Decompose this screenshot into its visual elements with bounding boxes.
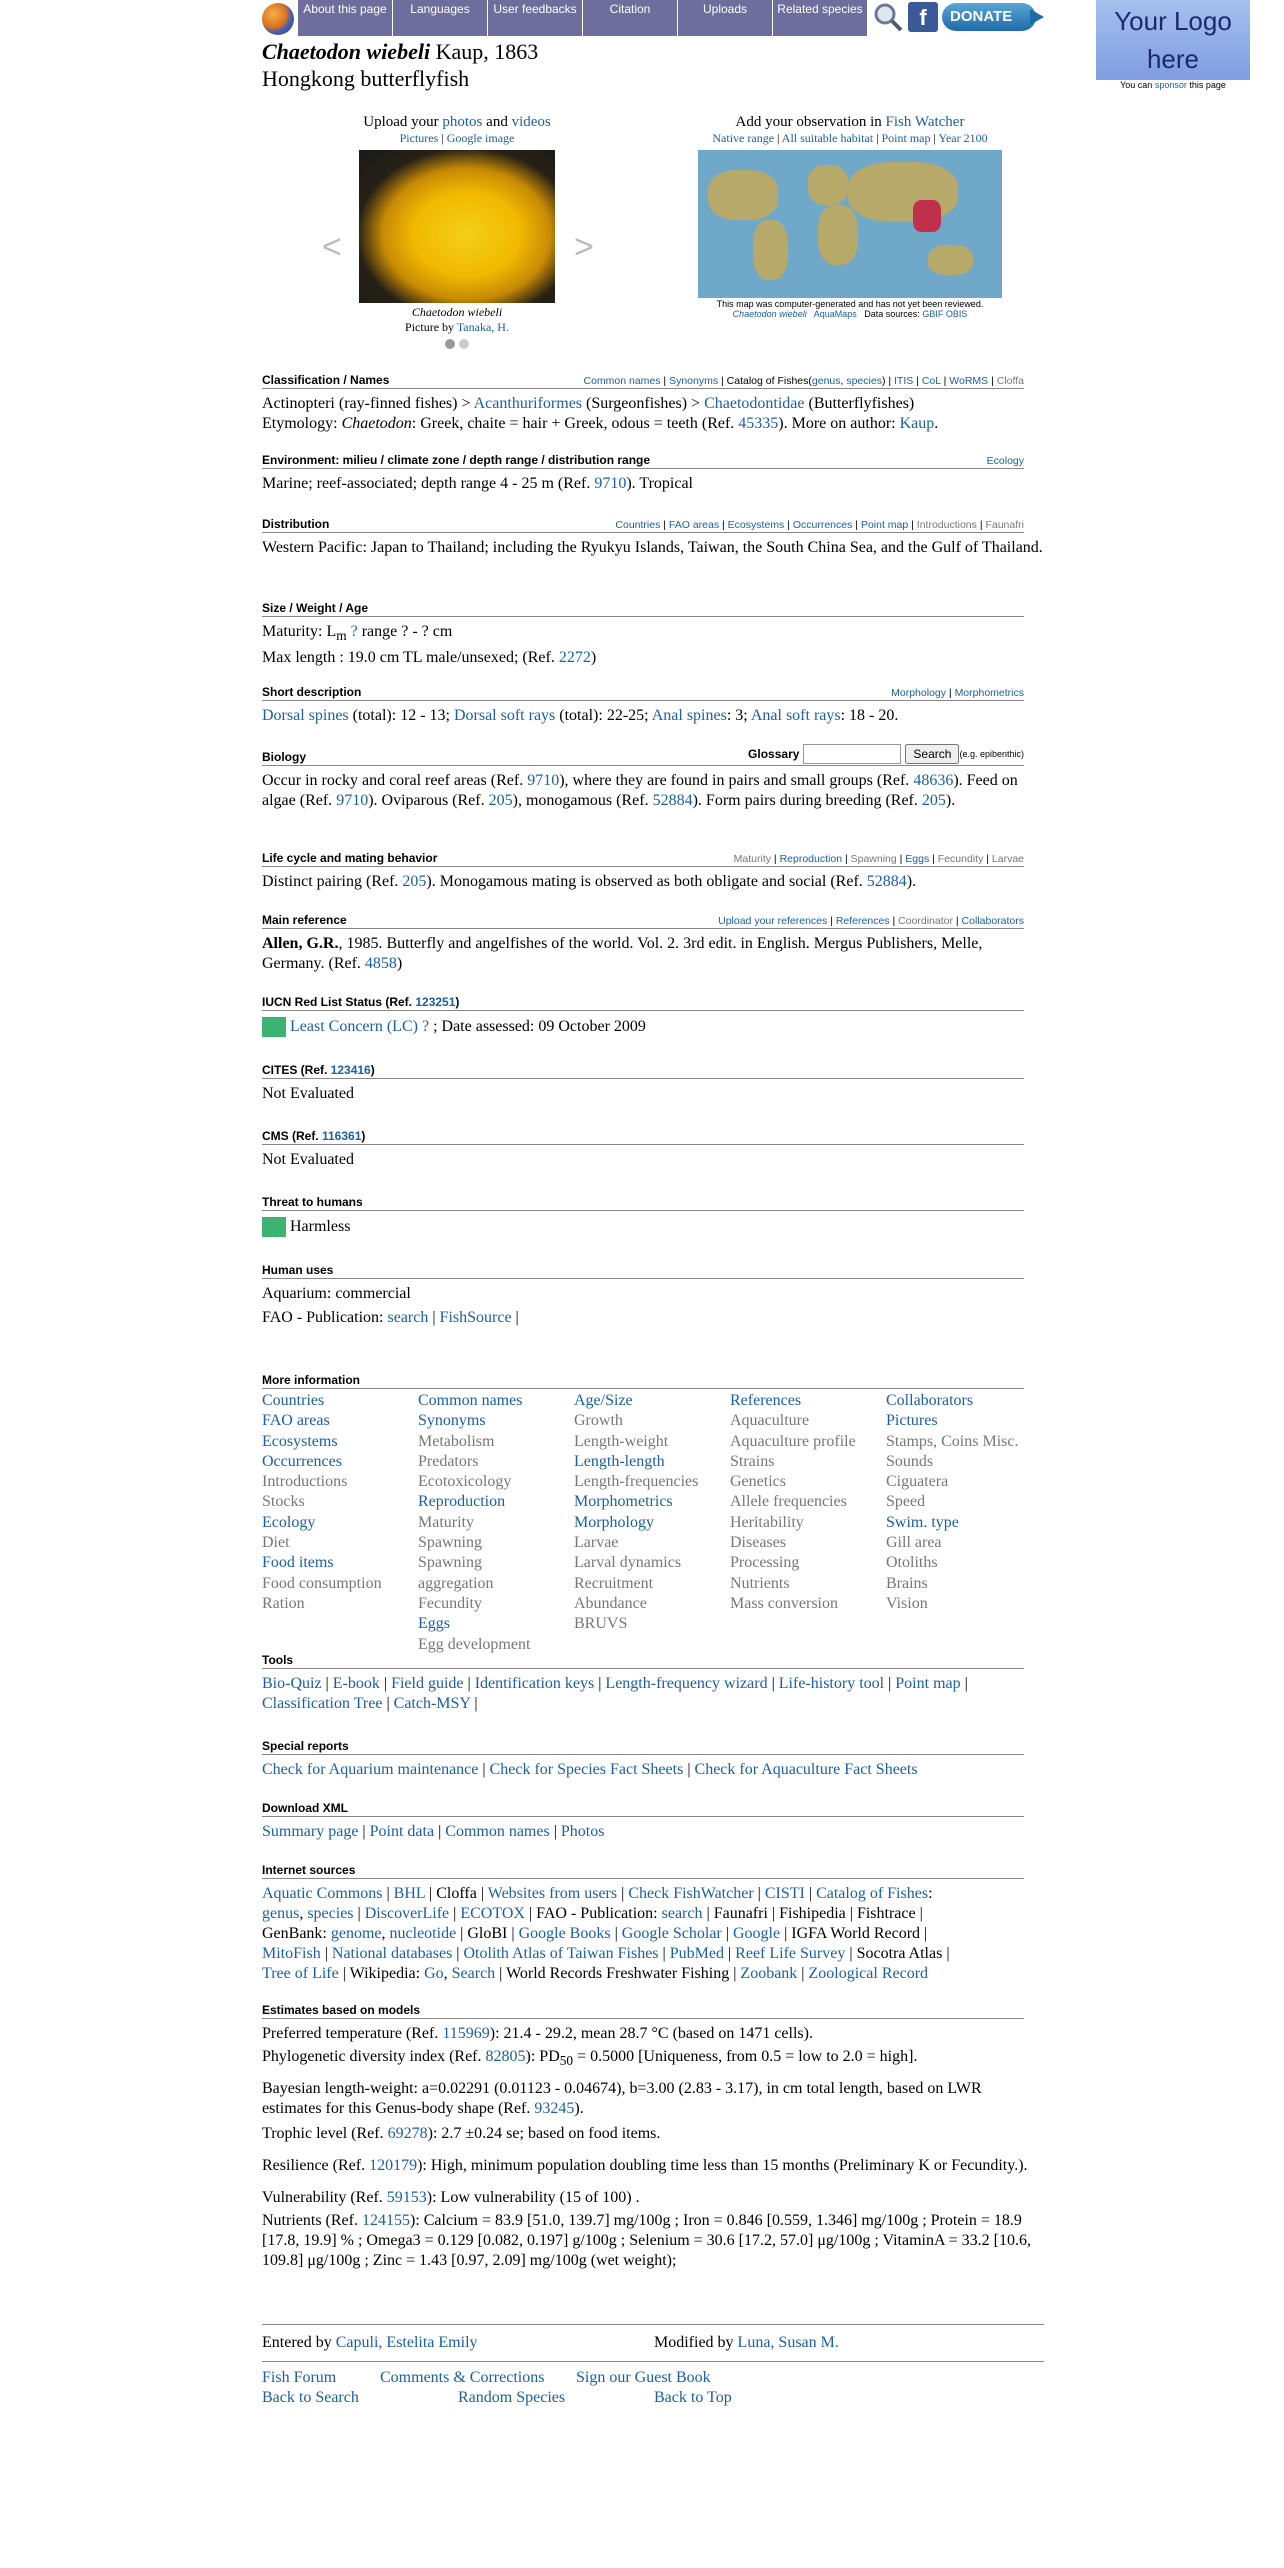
- more-info-link[interactable]: Countries: [262, 1392, 325, 1409]
- more-info-link: Spawning: [418, 1534, 482, 1552]
- more-information-section: More information Countries FAO areas Ecosystems Occurrences Introductions Stocks Ecology Diet Food items Food consumption Ration Common names Synonyms Metabolism Predators Ecotoxicology Reproduction Maturity Spawning Spawning aggregation Fecundity Eggs Egg development Age/Size Growth Length-weight Length-length Length-frequencies Morphometrics Morphology Larvae Larval dynamics Recruitment Abundance BRUVS References Aquaculture Aquaculture profile Strains Genetics Allele frequencies Heritability Diseases Processing Nutrients Mass conversion Collaborators Pictures Stamps, Coins Misc. Sounds Ciguatera Speed Swim. type Gill area Otoliths Brains Vision: [262, 1372, 1024, 1655]
- fishbase-globe-icon[interactable]: [262, 3, 294, 35]
- internet-source-link[interactable]: Google Books: [518, 1925, 611, 1942]
- ref-link[interactable]: 120179: [369, 2157, 418, 2175]
- internet-source-link[interactable]: DiscoverLife: [364, 1905, 450, 1922]
- morphology-link[interactable]: Morphology: [891, 687, 946, 699]
- xml-link[interactable]: Common names: [445, 1823, 550, 1840]
- ecosystems-link[interactable]: Ecosystems: [727, 519, 785, 531]
- threat-section: Threat to humans Harmless: [262, 1194, 1024, 1237]
- tool-link[interactable]: E-book: [332, 1675, 380, 1692]
- internet-source-link[interactable]: Zoological Record: [808, 1965, 929, 1982]
- short-description-section: Short description Morphology | Morphometrics Dorsal spines (total): 12 - 13; Dorsal soft rays (total): 22-25; Anal spines: 3; Anal soft rays: 18 - 20.: [262, 685, 1024, 724]
- more-info-link: Metabolism: [418, 1432, 495, 1450]
- more-info-link: Stamps, Coins Misc.: [886, 1432, 1019, 1450]
- more-info-link[interactable]: Morphometrics: [574, 1493, 673, 1511]
- photo-caption: Chaetodon wiebeli: [411, 305, 503, 319]
- sponsor-link[interactable]: sponsor: [1154, 80, 1187, 90]
- more-info-link: Egg development: [418, 1635, 531, 1653]
- tool-link[interactable]: Point map: [895, 1675, 961, 1692]
- anal-spines-link[interactable]: Anal spines: [651, 707, 727, 724]
- sponsor-note: You can sponsor this page: [1120, 80, 1226, 90]
- xml-link[interactable]: Photos: [560, 1823, 605, 1840]
- main-reference-section: Main reference Upload your references | References | Coordinator | Collaborators Allen, G.R., 1985. Butterfly and angelfishes of the world. Vol. 2. 3rd edit. in English. Mergus Publishers, Melle, Germany. (Ref. 4858): [262, 913, 1024, 972]
- more-info-link[interactable]: Age/Size: [574, 1392, 633, 1409]
- ref-link[interactable]: 69278: [387, 2125, 428, 2143]
- more-info-link: Fecundity: [418, 1594, 482, 1612]
- life-cycle-section: Life cycle and mating behavior Maturity | Reproduction | Spawning | Eggs | Fecundity | Larvae Distinct pairing (Ref. 205). Monogamous mating is observed as both obligate and social (Ref. 52884).: [262, 851, 1024, 890]
- more-information-grid: [262, 1391, 1024, 1655]
- distribution-text: Western Pacific: Japan to Thailand; including the Ryukyu Islands, Taiwan, the South China Sea, and the Gulf of Thailand.: [262, 539, 1043, 556]
- map-panel: Add your observation in Fish Watcher Native range | All suitable habitat | Point map | Year 2100 This map was computer-generated and has not yet been reviewed. Chaetodon wiebeli AquaMaps Data sources: GBIF OBIS: [660, 114, 1040, 319]
- references-link[interactable]: References: [835, 915, 890, 927]
- internet-source-text: |: [797, 1965, 809, 1982]
- iucn-status-link[interactable]: Least Concern (LC): [290, 1018, 418, 1035]
- more-info-link: Diet: [262, 1534, 290, 1552]
- internet-source-text: GenBank:: [262, 1925, 331, 1942]
- more-info-link: BRUVS: [574, 1615, 628, 1633]
- ref-link[interactable]: 116361: [322, 1129, 362, 1143]
- more-info-link[interactable]: Ecosystems: [262, 1432, 338, 1450]
- scientific-name: Chaetodon wiebeli: [262, 39, 431, 64]
- status-color-swatch: [262, 1217, 286, 1237]
- ref-link[interactable]: 9710: [594, 475, 627, 492]
- tool-link[interactable]: Bio-Quiz: [262, 1675, 322, 1692]
- environment-section: Environment: milieu / climate zone / depth range / distribution range Ecology Marine; reef-associated; depth range 4 - 25 m (Ref. 9710). Tropical: [262, 453, 1024, 492]
- ref-link[interactable]: 52884: [866, 873, 907, 890]
- tool-link[interactable]: Field guide: [391, 1675, 464, 1692]
- entered-by-link[interactable]: Capuli, Estelita Emily: [335, 2334, 478, 2351]
- internet-source-text: |: [721, 1925, 733, 1942]
- internet-source-link[interactable]: MitoFish: [262, 1945, 321, 1962]
- tool-link[interactable]: Length-frequency wizard: [605, 1675, 768, 1692]
- internet-source-text: |: [452, 1945, 464, 1962]
- internet-source-link[interactable]: PubMed: [669, 1945, 724, 1962]
- tool-link[interactable]: Catch-MSY: [393, 1695, 471, 1712]
- internet-source-text: |: [610, 1925, 622, 1942]
- fao-search-link[interactable]: search: [387, 1309, 429, 1326]
- catalog-genus-link[interactable]: genus: [811, 375, 841, 387]
- more-info-link[interactable]: Swim. type: [886, 1513, 959, 1531]
- more-info-link: Spawning: [418, 1554, 482, 1572]
- report-link[interactable]: Check for Species Fact Sheets: [489, 1761, 684, 1778]
- size-section: Size / Weight / Age Maturity: $L_m$ ? range ? - ? cm Max length : 19.0 cm TL male/unsexed; (Ref. 2272): [262, 600, 1024, 668]
- eggs-link[interactable]: Eggs: [905, 853, 930, 865]
- nav-user-feedbacks[interactable]: User feedbacks: [488, 0, 582, 36]
- nav-citation[interactable]: Citation: [583, 0, 677, 36]
- more-info-column: [262, 1391, 418, 1655]
- more-info-link[interactable]: Pictures: [886, 1412, 938, 1430]
- more-info-link[interactable]: Occurrences: [262, 1452, 342, 1470]
- ref-link[interactable]: 52884: [652, 792, 693, 809]
- internet-source-text: |: [804, 1885, 817, 1902]
- classification-section: Classification / Names Common names | Synonyms | Catalog of Fishes(genus, species) | ITIS | CoL | WoRMS | Cloffa Actinopteri (ray-finned fishes) > Acanthuriformes (Surgeonfishes) > Chaetodontidae (Butterflyfishes) Etymology: Chaetodon: Greek, chaite = hair + Greek, odous = teeth (Ref. 45335). More on author: Kaup.: [262, 373, 1024, 432]
- more-info-link[interactable]: Collaborators: [886, 1392, 974, 1409]
- tool-link[interactable]: Identification keys: [474, 1675, 595, 1692]
- more-info-link: Brains: [886, 1574, 928, 1592]
- catalog-species-link[interactable]: species: [846, 375, 882, 387]
- more-info-link: Gill area: [886, 1534, 942, 1552]
- donate-button[interactable]: [942, 0, 1036, 34]
- internet-source-text: | Wikipedia:: [338, 1965, 425, 1982]
- internet-source-text: | GloBI |: [456, 1925, 519, 1942]
- report-link[interactable]: Check for Aquaculture Fact Sheets: [694, 1761, 918, 1778]
- more-info-link: Ration: [262, 1594, 305, 1612]
- all-suitable-habitat-link[interactable]: All suitable habitat: [781, 131, 874, 145]
- fishsource-link[interactable]: FishSource: [439, 1309, 512, 1326]
- tool-link[interactable]: Life-history tool: [778, 1675, 885, 1692]
- distribution-section: Distribution Countries | FAO areas | Ecosystems | Occurrences | Point map | Introductions | Faunafri Western Pacific: Japan to Thailand; including the Ryukyu Islands, Taiwan, the South China Sea, and the Gulf of Thailand.: [262, 517, 1043, 556]
- comments-link[interactable]: Comments & Corrections: [380, 2369, 545, 2386]
- more-info-link: Growth: [574, 1412, 623, 1430]
- ref-link[interactable]: 45335: [738, 415, 779, 432]
- more-info-link: Strains: [730, 1452, 775, 1470]
- more-info-link: Processing: [730, 1554, 800, 1572]
- random-species-link[interactable]: Random Species: [458, 2389, 566, 2406]
- ref-link[interactable]: 59153: [386, 2189, 427, 2207]
- status-color-swatch: [262, 1017, 286, 1037]
- sponsor-logo-placeholder[interactable]: Your Logo here: [1096, 0, 1250, 80]
- more-info-link: Sounds: [886, 1452, 934, 1470]
- donate-label: DONATE: [942, 3, 1036, 31]
- internet-source-text: | Cloffa |: [425, 1885, 488, 1902]
- internet-source-link[interactable]: Google Scholar: [621, 1925, 722, 1942]
- tool-link[interactable]: Classification Tree: [262, 1695, 383, 1712]
- internet-source-link[interactable]: BHL: [393, 1885, 426, 1902]
- more-info-link: Aquaculture profile: [730, 1432, 856, 1450]
- internet-source-link[interactable]: search: [661, 1905, 703, 1922]
- more-info-link: Length-weight: [574, 1432, 669, 1450]
- glossary-search-button[interactable]: Search: [905, 744, 959, 764]
- internet-source-link[interactable]: Websites from users: [487, 1885, 618, 1902]
- internet-source-text: :: [928, 1885, 933, 1902]
- more-info-column: [886, 1391, 1042, 1655]
- internet-source-text: |: [753, 1885, 765, 1902]
- search-icon[interactable]: [872, 0, 904, 34]
- iucn-section: IUCN Red List Status (Ref. 123251) Least Concern (LC) ? ; Date assessed: 09 October 2009: [262, 994, 1024, 1037]
- maturity-link[interactable]: ?: [350, 623, 358, 640]
- internet-source-link[interactable]: Search: [451, 1965, 496, 1982]
- internet-source-text: | Faunafri | Fishipedia | Fishtrace |: [702, 1905, 923, 1922]
- page-title: [262, 38, 538, 92]
- next-photo-arrow[interactable]: >: [574, 228, 594, 266]
- internet-source-link[interactable]: ECOTOX: [460, 1905, 525, 1922]
- more-info-link: Ciguatera: [886, 1473, 949, 1491]
- pictures-link[interactable]: Pictures: [399, 131, 439, 145]
- internet-source-link[interactable]: CISTI: [764, 1885, 805, 1902]
- more-info-link: Vision: [886, 1594, 928, 1612]
- carousel-dot[interactable]: [459, 339, 469, 349]
- more-info-link: Larval dynamics: [574, 1554, 682, 1572]
- internet-source-link[interactable]: Zoobank: [740, 1965, 798, 1982]
- upload-references-link[interactable]: Upload your references: [718, 915, 828, 927]
- family-link[interactable]: Chaetodontidae: [704, 395, 805, 412]
- xml-link[interactable]: Summary page: [262, 1823, 359, 1840]
- ref-link[interactable]: 82805: [485, 2048, 526, 2065]
- more-info-link[interactable]: Reproduction: [418, 1493, 506, 1511]
- collaborators-link[interactable]: Collaborators: [961, 915, 1024, 927]
- report-link[interactable]: Check for Aquarium maintenance: [262, 1761, 479, 1778]
- order-link[interactable]: Acanthuriformes: [473, 395, 583, 412]
- nav-about[interactable]: About this page: [298, 0, 392, 36]
- ref-link[interactable]: 2272: [558, 649, 591, 667]
- internet-source-link[interactable]: Google: [732, 1925, 781, 1942]
- more-info-link: Larvae: [574, 1534, 619, 1552]
- dorsal-spines-link[interactable]: Dorsal spines: [262, 707, 349, 724]
- footer: Entered by Capuli, Estelita Emily Modified by Luna, Susan M. Fish Forum Comments & Corrections Sign our Guest Book Back to Search Random Species Back to Top: [262, 2324, 1044, 2408]
- morphometrics-link[interactable]: Morphometrics: [954, 687, 1024, 699]
- internet-sources-section: Internet sources Aquatic Commons | BHL | Cloffa | Websites from users | Check FishWatcher | CISTI | Catalog of Fishes: genus, species | DiscoverLife | ECOTOX | FAO - Publication: search | Faunafri | Fishipedia | Fishtrace | GenBank: genome, nucleotide | GloBI | Google Books | Google Scholar | Google | IGFA World Record | MitoFish | National databases | Otolith Atlas of Taiwan Fishes | PubMed | Reef Life Survey | Socotra Atlas | Tree of Life | Wikipedia: Go, Search | World Records Freshwater Fishing | Zoobank | Zoological Record: [262, 1862, 1024, 1984]
- ref-link[interactable]: 123251: [415, 995, 456, 1009]
- more-info-link: Nutrients: [730, 1574, 790, 1592]
- internet-source-text: |: [617, 1885, 629, 1902]
- upload-videos-link[interactable]: videos: [511, 114, 551, 130]
- ref-link[interactable]: 205: [921, 792, 946, 809]
- guest-book-link[interactable]: Sign our Guest Book: [576, 2369, 711, 2386]
- common-names-link[interactable]: Common names: [583, 375, 661, 387]
- gbif-link[interactable]: GBIF: [922, 309, 944, 319]
- more-info-link: Otoliths: [886, 1554, 938, 1572]
- previous-photo-arrow[interactable]: <: [322, 228, 342, 266]
- internet-source-link[interactable]: National databases: [331, 1945, 453, 1962]
- xml-link[interactable]: Point data: [369, 1823, 435, 1840]
- back-to-search-link[interactable]: Back to Search: [262, 2389, 359, 2406]
- more-info-link[interactable]: Food items: [262, 1554, 334, 1572]
- internet-sources-line: [262, 1904, 1044, 1924]
- more-info-link: Predators: [418, 1452, 479, 1470]
- facebook-icon[interactable]: f: [908, 0, 938, 34]
- reproduction-link[interactable]: Reproduction: [779, 853, 843, 865]
- photographer-link[interactable]: Tanaka, H.: [456, 320, 509, 334]
- internet-source-link[interactable]: Reef Life Survey: [735, 1945, 846, 1962]
- internet-source-link[interactable]: Tree of Life: [262, 1965, 339, 1982]
- internet-source-text: | FAO - Publication:: [524, 1905, 662, 1922]
- more-info-column: [730, 1391, 886, 1655]
- obis-link[interactable]: OBIS: [945, 309, 968, 319]
- nav-uploads[interactable]: Uploads: [678, 0, 772, 36]
- cms-section: CMS (Ref. 116361) Not Evaluated: [262, 1128, 1024, 1170]
- species-author: Kaup, 1863: [430, 39, 539, 64]
- download-xml-section: Download XML Summary page | Point data | Common names | Photos: [262, 1800, 1024, 1842]
- fish-photo[interactable]: [359, 150, 555, 303]
- iucn-help-link[interactable]: ?: [417, 1018, 430, 1035]
- tools-section: Tools Bio-Quiz | E-book | Field guide | Identification keys | Length-frequency wizard | Life-history tool | Point map | Classification Tree | Catch-MSY |: [262, 1652, 1024, 1714]
- dorsal-soft-rays-link[interactable]: Dorsal soft rays: [453, 707, 556, 724]
- internet-sources-line: [262, 1964, 1044, 1984]
- nav-languages[interactable]: Languages: [393, 0, 487, 36]
- internet-source-text: |: [353, 1905, 365, 1922]
- aquamaps-link[interactable]: AquaMaps: [813, 309, 857, 319]
- ref-link[interactable]: 115969: [442, 2025, 490, 2042]
- internet-source-link[interactable]: Catalog of Fishes: [816, 1885, 929, 1902]
- more-info-link: Ecotoxicology: [418, 1473, 512, 1491]
- internet-source-text: |: [382, 1885, 394, 1902]
- more-info-link: Heritability: [730, 1513, 804, 1531]
- more-info-link: Introductions: [262, 1473, 348, 1491]
- more-info-link: Recruitment: [574, 1574, 654, 1592]
- more-info-link: Length-frequencies: [574, 1473, 699, 1491]
- fish-watcher-link[interactable]: Fish Watcher: [885, 114, 965, 130]
- photo-panel: Upload your photos and videos Pictures | Google image Chaetodon wiebeli Picture by Tanaka, H.: [322, 114, 592, 354]
- ref-link[interactable]: 123416: [330, 1063, 371, 1077]
- more-info-link[interactable]: Ecology: [262, 1513, 316, 1531]
- point-map-link[interactable]: Point map: [881, 131, 931, 145]
- internet-source-text: ,: [299, 1905, 308, 1922]
- back-to-top-link[interactable]: Back to Top: [654, 2389, 732, 2406]
- nav-related-species[interactable]: Related species: [773, 0, 867, 36]
- more-info-link: aggregation: [418, 1574, 494, 1592]
- itis-link[interactable]: ITIS: [894, 375, 914, 387]
- internet-source-link[interactable]: species: [307, 1905, 354, 1922]
- internet-sources-line: [262, 1924, 1044, 1944]
- internet-source-link[interactable]: nucleotide: [389, 1925, 457, 1942]
- estimates-section: Estimates based on models Preferred temperature (Ref. 115969): 21.4 - 29.2, mean 28.7 °C (based on 1471 cells). Phylogenetic diversity index (Ref. 82805): $PD_{50} = 0.5000$ [Uniqueness, from 0.5 = low to 2.0 = high]. Bayesian length-weight: a=0.02291 (0.01123 - 0.04674), b=3.00 (2.83 - 3.17), in cm total length, based on LWR estimates for this Genus-body shape (Ref. 93245). Trophic level (Ref. 69278): 2.7 ±0.24 se; based on food items. Resilience (Ref. 120179): High, minimum population doubling time less than 15 months (Preliminary K or Fecundity.). Vulnerability (Ref. 59153): Low vulnerability (15 of 100) . Nutrients (Ref. 124155): Calcium = 83.9 [51.0, 139.7] mg/100g ; Iron = 0.846 [0.559, 1.346] mg/100g ; Protein = 18.9 [17.8, 19.9] % ; Omega3 = 0.129 [0.082, 0.197] g/100g ; Selenium = 30.6 [17.2, 57.0] μg/100g ; VitaminA = 33.2 [10.6, 109.8] μg/100g ; Zinc = 1.43 [0.97, 2.09] mg/100g (wet weight);: [262, 2003, 1031, 2270]
- year-2100-link[interactable]: Year 2100: [938, 131, 988, 145]
- more-info-link[interactable]: Length-length: [574, 1452, 665, 1470]
- point-map-link[interactable]: Point map: [860, 519, 909, 531]
- ref-link[interactable]: 48636: [913, 772, 954, 789]
- more-info-link[interactable]: FAO areas: [262, 1412, 330, 1430]
- ref-link[interactable]: 93245: [534, 2100, 575, 2118]
- cites-section: CITES (Ref. 123416) Not Evaluated: [262, 1062, 1024, 1104]
- google-image-link[interactable]: Google image: [446, 131, 515, 145]
- internet-source-link[interactable]: Go: [424, 1965, 444, 1982]
- human-uses-section: Human uses Aquarium: commercial FAO - Publication: search | FishSource |: [262, 1262, 1024, 1328]
- common-name: Hongkong butterflyfish: [262, 66, 470, 91]
- ref-link[interactable]: 9710: [336, 792, 369, 809]
- ref-link[interactable]: 4858: [364, 955, 397, 972]
- more-info-link: Speed: [886, 1493, 926, 1511]
- more-info-link[interactable]: Synonyms: [418, 1412, 486, 1430]
- more-info-link: Mass conversion: [730, 1594, 838, 1612]
- more-info-link: Allele frequencies: [730, 1493, 847, 1511]
- native-range-link[interactable]: Native range: [712, 131, 775, 145]
- internet-source-text: |: [723, 1945, 736, 1962]
- internet-source-link[interactable]: Aquatic Commons: [262, 1885, 383, 1902]
- ref-link[interactable]: 205: [402, 873, 427, 890]
- worms-link[interactable]: WoRMS: [949, 375, 989, 387]
- more-info-column: [574, 1391, 730, 1655]
- internet-sources-line: [262, 1944, 1044, 1964]
- more-info-link: Aquaculture: [730, 1412, 810, 1430]
- internet-source-link[interactable]: Check FishWatcher: [628, 1885, 754, 1902]
- internet-source-link[interactable]: genus: [262, 1905, 300, 1922]
- modified-by-link[interactable]: Luna, Susan M.: [737, 2334, 839, 2351]
- more-info-link[interactable]: Eggs: [418, 1615, 450, 1633]
- internet-source-text: |: [658, 1945, 670, 1962]
- internet-source-text: | Socotra Atlas |: [845, 1945, 950, 1962]
- upload-photos-link[interactable]: photos: [442, 114, 483, 130]
- biology-section: Biology Glossary Search (e.g. epibenthic) Occur in rocky and coral reef areas (Ref. 9710), where they are found in pairs and small groups (Ref. 48636). Feed on algae (Ref. 9710). Oviparous (Ref. 205), monogamous (Ref. 52884). Form pairs during breeding (Ref. 205).: [262, 742, 1024, 811]
- ref-link[interactable]: 124155: [361, 2212, 410, 2230]
- internet-source-text: |: [449, 1905, 461, 1922]
- more-info-link: Diseases: [730, 1534, 786, 1552]
- internet-source-link[interactable]: genome: [330, 1925, 382, 1942]
- internet-source-text: |: [320, 1945, 332, 1962]
- internet-source-text: ,: [443, 1965, 452, 1982]
- internet-source-text: | World Records Freshwater Fishing |: [495, 1965, 741, 1982]
- internet-source-text: ,: [381, 1925, 390, 1942]
- occurrences-link[interactable]: Occurrences: [792, 519, 853, 531]
- ecology-link[interactable]: Ecology: [986, 455, 1024, 467]
- internet-sources-line: [262, 1884, 1044, 1904]
- fish-forum-link[interactable]: Fish Forum: [262, 2369, 337, 2386]
- map-species-link[interactable]: Chaetodon wiebeli: [732, 309, 807, 319]
- col-link[interactable]: CoL: [921, 375, 941, 387]
- section-heading: Classification / Names: [262, 373, 390, 387]
- more-info-link: Genetics: [730, 1473, 786, 1491]
- internet-source-link[interactable]: Otolith Atlas of Taiwan Fishes: [463, 1945, 659, 1962]
- more-info-link: Abundance: [574, 1594, 647, 1612]
- more-info-link: Maturity: [418, 1513, 474, 1531]
- more-info-link: Stocks: [262, 1493, 305, 1511]
- countries-link[interactable]: Countries: [615, 519, 661, 531]
- carousel-dot-active[interactable]: [445, 339, 455, 349]
- top-navigation: [262, 0, 1036, 36]
- more-info-column: [418, 1391, 574, 1655]
- more-info-link: Food consumption: [262, 1574, 382, 1592]
- anal-soft-rays-link[interactable]: Anal soft rays: [750, 707, 841, 724]
- author-link[interactable]: Kaup: [899, 415, 935, 432]
- map-note: This map was computer-generated and has not yet been reviewed.: [716, 299, 984, 309]
- special-reports-section: Special reports Check for Aquarium maintenance | Check for Species Fact Sheets | Check for Aquaculture Fact Sheets: [262, 1738, 1024, 1780]
- fao-areas-link[interactable]: FAO areas: [668, 519, 720, 531]
- more-info-link[interactable]: References: [730, 1392, 802, 1409]
- ref-link[interactable]: 9710: [527, 772, 560, 789]
- ref-link[interactable]: 205: [488, 792, 513, 809]
- internet-source-text: | IGFA World Record |: [780, 1925, 928, 1942]
- more-info-link[interactable]: Morphology: [574, 1513, 654, 1531]
- distribution-map[interactable]: [698, 150, 1002, 298]
- synonyms-link[interactable]: Synonyms: [669, 375, 719, 387]
- more-info-link[interactable]: Common names: [418, 1392, 523, 1409]
- glossary-search-input[interactable]: [803, 744, 901, 764]
